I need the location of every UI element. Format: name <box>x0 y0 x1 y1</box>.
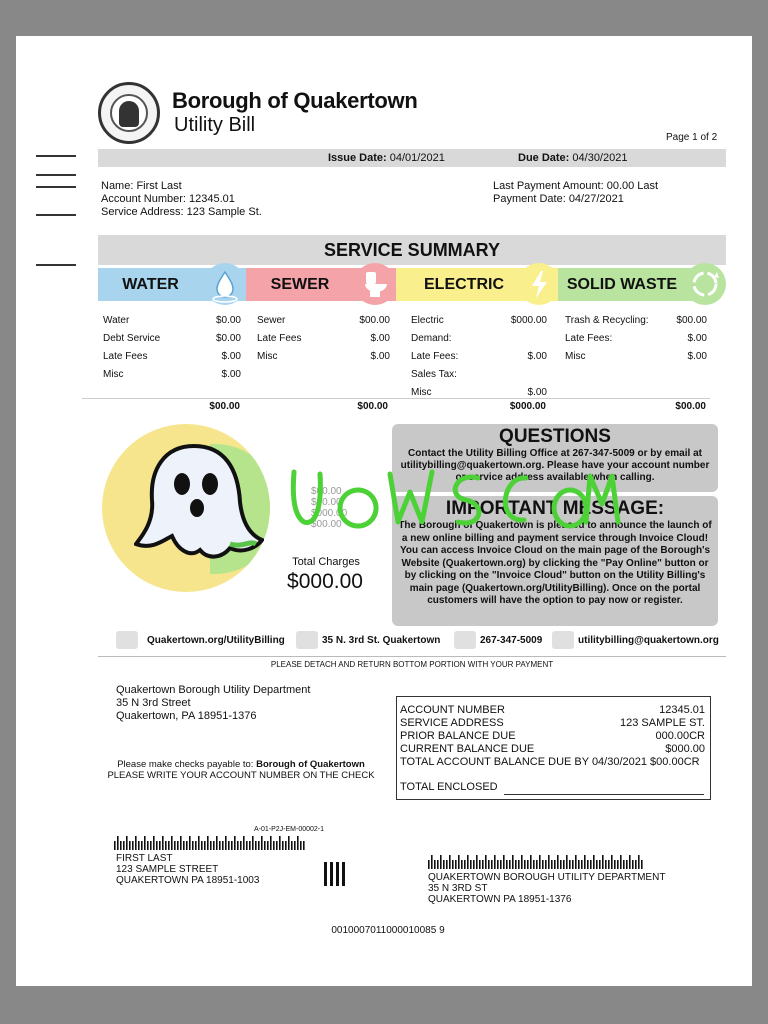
sewer-band: SEWER <box>246 268 396 301</box>
return-barcode-icon <box>428 855 648 869</box>
margin-mark <box>36 174 76 176</box>
total-charges-label: Total Charges <box>292 556 360 568</box>
mail-to-address: FIRST LAST 123 SAMPLE STREET QUAKERTOWN PA 18951-1003 <box>116 853 260 886</box>
solid-waste-total: $00.00 <box>675 401 706 412</box>
postal-barcode-icon <box>114 836 334 850</box>
lightning-icon <box>518 263 560 305</box>
sewer-total: $00.00 <box>357 401 388 412</box>
date-bar <box>98 149 726 167</box>
detach-divider <box>98 656 726 657</box>
totals-divider <box>82 398 710 399</box>
total-charges-value: $000.00 <box>287 570 363 593</box>
contact-website[interactable]: Quakertown.org/UtilityBilling <box>147 635 285 646</box>
customer-info <box>101 180 262 219</box>
recycle-icon <box>684 263 726 305</box>
payable-instructions: Please make checks payable to: Borough of Quakertown PLEASE WRITE YOUR ACCOUNT NUMBER ON THE CHECK <box>107 759 375 781</box>
scribble-overlay <box>286 466 646 556</box>
electric-details: Electric $000.00 Demand: Late Fees: $.00 Sales Tax: Misc $.00 <box>411 315 547 398</box>
contact-phone[interactable]: 267-347-5009 <box>480 635 543 646</box>
total-enclosed-field[interactable]: TOTAL ENCLOSED <box>400 781 705 794</box>
phone-icon <box>454 631 476 649</box>
last-payment: Last Payment Amount: 00.00 Last Payment Date: 04/27/2021 <box>493 180 659 205</box>
bill-subtitle: Utility Bill <box>174 114 256 136</box>
electric-band: ELECTRIC <box>396 268 558 301</box>
account-number: Account Number: 12345.01 <box>101 193 235 205</box>
due-date: Due Date: 04/30/2021 <box>518 152 628 164</box>
margin-mark <box>36 155 76 157</box>
margin-mark <box>36 264 76 266</box>
service-summary-title: SERVICE SUMMARY <box>98 235 726 265</box>
message-title: IMPORTANT MESSAGE: <box>445 498 665 519</box>
location-icon <box>296 631 318 649</box>
ghost-sticker-icon <box>134 440 254 570</box>
customer-name: Name: First Last <box>101 180 182 192</box>
water-total: $00.00 <box>209 401 240 412</box>
solid-waste-band: SOLID WASTE <box>558 268 706 301</box>
water-band: WATER <box>98 268 246 301</box>
toilet-icon <box>354 263 396 305</box>
charges-amount-list: $00.00 $00.00 $000.00 $00.00 <box>311 486 348 530</box>
water-drop-icon <box>204 263 246 305</box>
remit-address: Quakertown Borough Utility Department 35 N 3rd Street Quakertown, PA 18951-1376 <box>116 684 311 722</box>
account-summary-box: ACCOUNT NUMBER 12345.01 SERVICE ADDRESS 123 SAMPLE ST. PRIOR BALANCE DUE 000.00CR CURRENT BALANCE DUE $000.00 TOTAL ACCOUNT BALANCE DUE BY 04/30/2021 $00.00CR TOTAL ENCLOSED <box>396 696 711 800</box>
service-address: Service Address: 123 Sample St. <box>101 206 262 218</box>
borough-seal-icon <box>98 82 160 144</box>
globe-icon <box>116 631 138 649</box>
margin-mark <box>36 186 76 188</box>
issue-date: Issue Date: 04/01/2021 <box>328 152 445 164</box>
contact-email[interactable]: utilitybilling@quakertown.org <box>578 635 719 646</box>
bill-title: Borough of Quakertown <box>172 88 418 113</box>
margin-mark <box>36 214 76 216</box>
solid-waste-details: Trash & Recycling: $00.00 Late Fees: $.00 Misc $.00 <box>565 315 707 362</box>
questions-title: QUESTIONS <box>499 426 611 447</box>
water-details: Water $0.00 Debt Service $0.00 Late Fees $.00 Misc $.00 <box>103 315 241 380</box>
contact-address: 35 N. 3rd St. Quakertown <box>322 635 441 646</box>
mail-from-address: QUAKERTOWN BOROUGH UTILITY DEPARTMENT 35 N 3RD ST QUAKERTOWN PA 18951-1376 <box>428 872 666 905</box>
qr-code-icon <box>324 862 348 886</box>
message-text: The Borough of Quakertown is pleased to announce the launch of a new online billing and payment service through Invoice Cloud! You can access Invoice Cloud on the main page of the Borough's Website (Quakertown.org) by clicking the "Pay Online" button or by clicking on the "Invoice Cloud" button on the Utility Billing's main page (Quakertown.org/UtilityBilling). Once on the portal customers will have the option to pay now or register. <box>398 520 712 606</box>
questions-text: Contact the Utility Billing Office at 267-347-5009 or by email at utilitybilling@quakertown.org. Please have your account number or service address available when calling. <box>400 448 710 483</box>
electric-total: $000.00 <box>509 401 546 412</box>
scan-line: 0010007011000010085 9 <box>331 925 445 936</box>
detach-instruction: PLEASE DETACH AND RETURN BOTTOM PORTION WITH YOUR PAYMENT <box>270 660 554 669</box>
sewer-details: Sewer $00.00 Late Fees $.00 Misc $.00 <box>257 315 390 362</box>
mail-code: A-01-P2J-EM-00002-1 <box>254 826 325 833</box>
page-number: Page 1 of 2 <box>666 132 718 143</box>
email-icon <box>552 631 574 649</box>
